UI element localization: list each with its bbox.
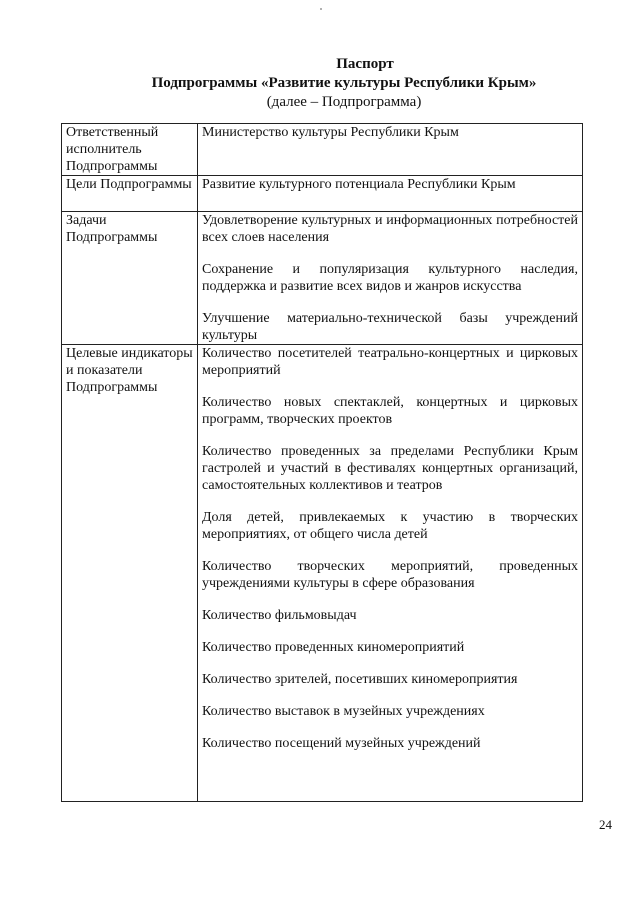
document-header: [60, 55, 580, 112]
indicator-item: Доля детей, привлекаемых к участию в творческих мероприятиях, от общего числа детей: [202, 510, 578, 542]
document-subtitle: Подпрограммы «Развитие культуры Республики Крым»: [151, 75, 537, 91]
scan-speck: [320, 8, 322, 10]
table-row-goals: [62, 176, 583, 212]
row-label-executor: Ответственный исполнитель Подпрограммы: [62, 124, 198, 176]
indicator-item: Количество посетителей театрально-концертных и цирковых мероприятий: [202, 346, 578, 378]
row-label-goals: Цели Подпрограммы: [62, 176, 198, 212]
indicator-item: Количество проведенных киномероприятий: [202, 640, 465, 655]
indicator-item: Количество посещений музейных учреждений: [202, 736, 481, 751]
indicator-item: Количество выставок в музейных учреждениях: [202, 704, 485, 719]
table-row-indicators: [62, 345, 583, 802]
row-value-tasks: [198, 212, 583, 345]
indicator-item: Количество творческих мероприятий, проведенных учреждениями культуры в сфере образования: [202, 559, 578, 591]
row-value-indicators: [198, 345, 583, 802]
document-note: (далее – Подпрограмма): [266, 94, 422, 110]
indicator-item: Количество фильмовыдач: [202, 608, 357, 623]
row-value-goals: Развитие культурного потенциала Республики Крым: [198, 176, 583, 212]
indicator-item: Количество проведенных за пределами Республики Крым гастролей и участий в фестивалях концертных организаций, самостоятельных коллективов и театров: [202, 444, 578, 493]
task-item: Удовлетворение культурных и информационных потребностей всех слоев населения: [202, 213, 578, 245]
row-label-tasks: Задачи Подпрограммы: [62, 212, 198, 345]
page-number: 24: [599, 817, 612, 832]
document-title: Паспорт: [336, 56, 394, 72]
table-row-tasks: [62, 212, 583, 345]
row-value-executor: Министерство культуры Республики Крым: [198, 124, 583, 176]
indicator-item: Количество зрителей, посетивших киномероприятия: [202, 672, 518, 687]
task-item: Улучшение материально-технической базы учреждений культуры: [202, 311, 578, 343]
indicator-item: Количество новых спектаклей, концертных и цирковых программ, творческих проектов: [202, 395, 578, 427]
table-row-executor: [62, 124, 583, 176]
passport-table: [61, 123, 583, 802]
task-item: Сохранение и популяризация культурного наследия, поддержка и развитие всех видов и жанров искусства: [202, 262, 578, 294]
row-label-indicators: Целевые индикаторы и показатели Подпрограммы: [62, 345, 198, 802]
